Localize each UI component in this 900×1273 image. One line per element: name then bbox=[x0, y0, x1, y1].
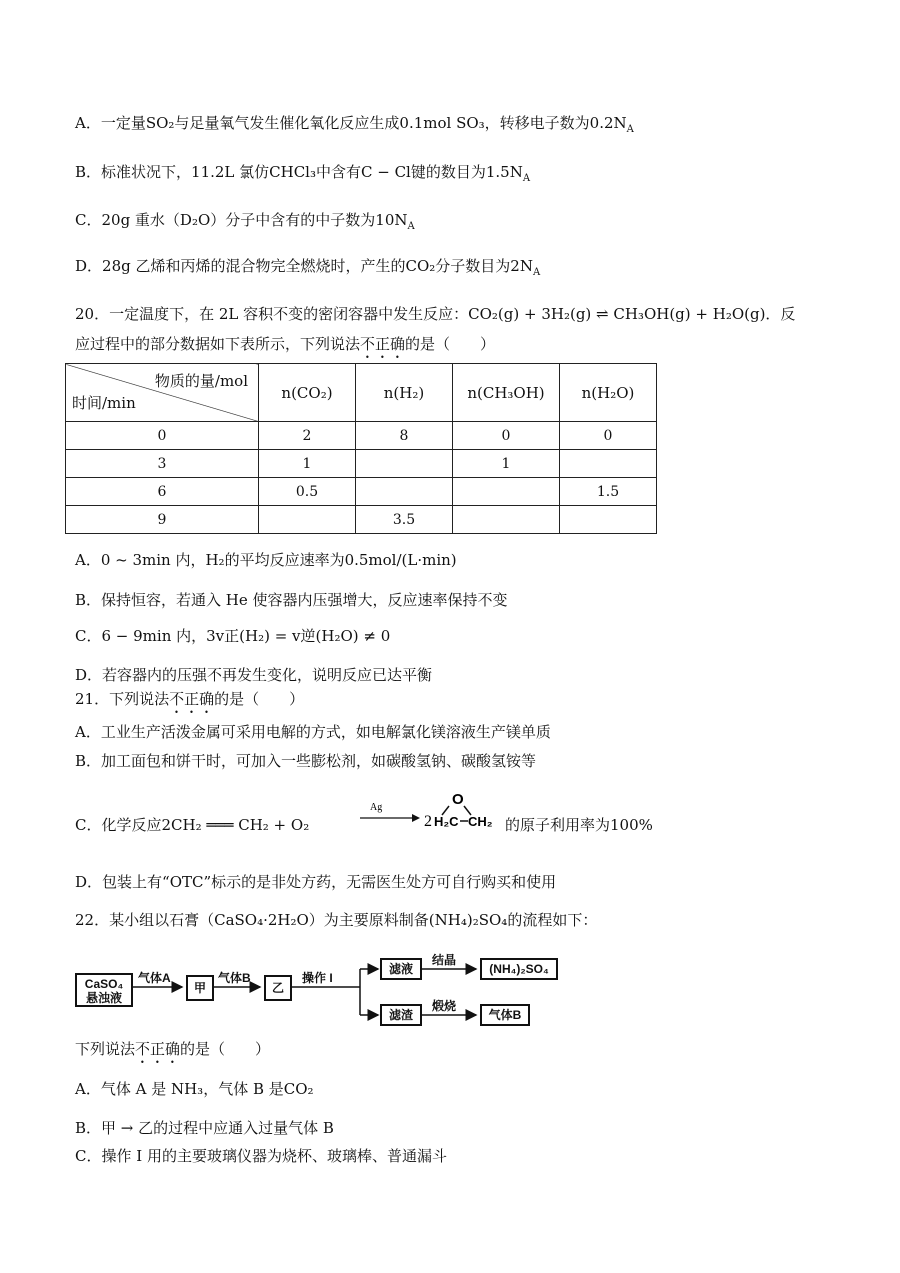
box-gas-b: 气体B bbox=[480, 1004, 530, 1026]
box-suspension-label: 悬浊液 bbox=[85, 991, 122, 1005]
label-crystallize: 结晶 bbox=[432, 953, 457, 967]
q19-option-a-subscript: A bbox=[626, 124, 634, 135]
catalyst-label: Ag bbox=[370, 802, 383, 813]
table-cell: 0 bbox=[560, 422, 657, 450]
label-calcine: 煅烧 bbox=[432, 999, 457, 1013]
table-cell: 0.5 bbox=[259, 478, 356, 506]
table-cell: 0 bbox=[66, 422, 259, 450]
table-cell bbox=[453, 506, 560, 534]
table-row bbox=[66, 422, 657, 450]
emphasis-not-correct: 不正确 bbox=[169, 690, 215, 708]
table-row bbox=[66, 450, 657, 478]
label-gas-b: 气体B bbox=[218, 971, 251, 985]
q20-option-b: B．保持恒容，若通入 He 使容器内压强增大，反应速率保持不变 bbox=[75, 591, 508, 609]
header-n-ch3oh: n(CH₃OH) bbox=[453, 364, 560, 422]
q20-stem-line2: 应过程中的部分数据如下表所示，下列说法不正确的是（ ） bbox=[75, 335, 496, 353]
box-caso4-suspension bbox=[75, 973, 133, 1007]
table-cell: 0 bbox=[453, 422, 560, 450]
emphasis-not-correct: 不正确 bbox=[360, 335, 406, 353]
epoxide-oxygen: O bbox=[452, 791, 464, 808]
emphasis-not-correct: 不正确 bbox=[135, 1040, 181, 1058]
table-cell: 6 bbox=[66, 478, 259, 506]
table-cell: 3 bbox=[66, 450, 259, 478]
header-n-h2o: n(H₂O) bbox=[560, 364, 657, 422]
q21-option-c-text: C．化学反应2CH₂ ═══ CH₂ + O₂ bbox=[75, 816, 310, 834]
q19-option-d: D．28g 乙烯和丙烯的混合物完全燃烧时，产生的CO₂分子数目为$2N_A$ bbox=[75, 257, 541, 278]
box-caso4-label: CaSO₄ bbox=[84, 977, 124, 991]
q19-option-c-subscript: A bbox=[407, 221, 415, 232]
q22-option-a: A．气体 A 是 NH₃，气体 B 是CO₂ bbox=[75, 1080, 314, 1098]
q21-option-d: D．包装上有“OTC”标示的是非处方药，无需医生处方可自行购买和使用 bbox=[75, 873, 557, 891]
box-filtrate: 滤液 bbox=[380, 958, 422, 980]
q22-question: 下列说法不正确的是（ ） bbox=[75, 1040, 271, 1058]
table-cell bbox=[356, 478, 453, 506]
q19-option-c: C．20g 重水（D₂O）分子中含有的中子数为$10N_A$ bbox=[75, 211, 415, 232]
ch2-left: H₂C bbox=[434, 814, 459, 829]
q19-option-b-subscript: A bbox=[522, 173, 531, 184]
ch2-right: CH₂ bbox=[468, 814, 493, 829]
q20-option-c: C．6 − 9min 内，3v正(H₂) = v逆(H₂O) ≠ 0 bbox=[75, 627, 391, 645]
q21-option-b: B．加工面包和饼干时，可加入一些膨松剂，如碳酸氢钠、碳酸氢铵等 bbox=[75, 752, 537, 770]
arrow-head-icon bbox=[412, 814, 420, 822]
table-cell bbox=[259, 506, 356, 534]
q22-option-b: B．甲 → 乙的过程中应通入过量气体 B bbox=[75, 1119, 334, 1137]
table-cell: 9 bbox=[66, 506, 259, 534]
table-cell: 1 bbox=[453, 450, 560, 478]
q22-option-c: C．操作 I 用的主要玻璃仪器为烧杯、玻璃棒、普通漏斗 bbox=[75, 1147, 447, 1165]
table-row bbox=[66, 478, 657, 506]
table-cell: 3.5 bbox=[356, 506, 453, 534]
table-cell: 8 bbox=[356, 422, 453, 450]
table-cell bbox=[560, 450, 657, 478]
process-flowchart bbox=[70, 945, 570, 1035]
table-cell bbox=[356, 450, 453, 478]
q19-option-b: B．标准状况下，11.2L 氯仿CHCl₃中含有C − Cl键的数目为$1.5N_A$ bbox=[75, 163, 531, 184]
header-n-h2: n(H₂) bbox=[356, 364, 453, 422]
box-jia: 甲 bbox=[186, 975, 214, 1001]
q21-option-a: A．工业生产活泼金属可采用电解的方式，如电解氯化镁溶液生产镁单质 bbox=[75, 723, 551, 741]
table-cell: 1 bbox=[259, 450, 356, 478]
table-cell bbox=[560, 506, 657, 534]
table-header-row bbox=[66, 364, 657, 422]
box-product: (NH₄)₂SO₄ bbox=[480, 958, 558, 980]
corner-label-time: 时间/min bbox=[72, 394, 136, 412]
label-operation-1: 操作 I bbox=[302, 971, 333, 985]
q19-option-d-subscript: A bbox=[532, 267, 541, 278]
box-residue: 滤渣 bbox=[380, 1004, 422, 1026]
label-gas-a: 气体A bbox=[138, 971, 171, 985]
coefficient: 2 bbox=[424, 813, 432, 830]
table-cell: 2 bbox=[259, 422, 356, 450]
q20-data-table bbox=[65, 363, 657, 534]
q20-option-a: A．0 ~ 3min 内，H₂的平均反应速率为0.5mol/(L·min) bbox=[75, 551, 457, 569]
table-row bbox=[66, 506, 657, 534]
q20-option-d: D．若容器内的压强不再发生变化，说明反应已达平衡 bbox=[75, 666, 433, 684]
q20-stem-line1: 20．一定温度下，在 2L 容积不变的密闭容器中发生反应：CO₂(g) + 3H₂(g) ⇌ CH₃OH(g) + H₂O(g)．反 bbox=[75, 305, 796, 323]
box-yi: 乙 bbox=[264, 975, 292, 1001]
q21-stem: 21．下列说法不正确的是（ ） bbox=[75, 690, 305, 708]
q21-option-c-tail: 的原子利用率为100% bbox=[505, 816, 653, 834]
table-cell: 1.5 bbox=[560, 478, 657, 506]
q22-stem: 22．某小组以石膏（CaSO₄·2H₂O）为主要原料制备(NH₄)₂SO₄的流程如下： bbox=[75, 911, 598, 929]
header-n-co2: n(CO₂) bbox=[259, 364, 356, 422]
table-cell bbox=[453, 478, 560, 506]
corner-label-quantity: 物质的量/mol bbox=[154, 372, 248, 390]
q19-option-a: A．一定量SO₂与足量氧气发生催化氧化反应生成0.1mol SO₃，转移电子数为$0.2N_A$ bbox=[75, 114, 634, 135]
table-corner-cell bbox=[66, 364, 259, 422]
